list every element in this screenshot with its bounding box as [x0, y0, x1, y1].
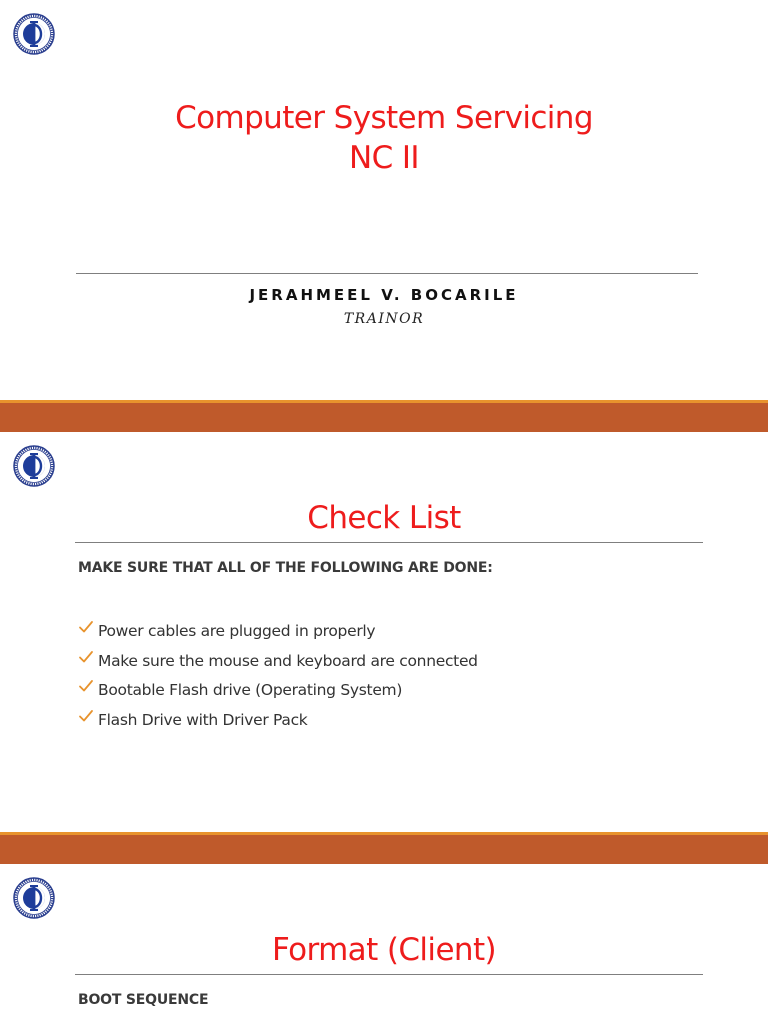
slide-separator	[0, 400, 768, 432]
presenter-name: JERAHMEEL V. BOCARILE	[249, 286, 519, 304]
checkmark-icon	[78, 649, 94, 665]
heading-divider	[75, 542, 703, 543]
slide-heading: Format (Client)	[271, 932, 497, 968]
slide-title	[0, 0, 768, 400]
slide-subheading: BOOT SEQUENCE	[78, 992, 209, 1008]
checklist	[78, 616, 478, 735]
checkmark-icon	[78, 708, 94, 724]
checklist-item-text: Power cables are plugged in properly	[98, 621, 376, 640]
checklist-item	[78, 705, 478, 735]
title-line-2: NC II	[349, 140, 419, 176]
presentation-title	[0, 98, 768, 178]
seal-icon	[13, 13, 55, 55]
checklist-item-text: Flash Drive with Driver Pack	[98, 710, 308, 729]
seal-icon	[13, 877, 55, 919]
slide-format-client	[0, 864, 768, 1024]
slide-subheading: MAKE SURE THAT ALL OF THE FOLLOWING ARE DONE:	[78, 560, 493, 576]
slide-checklist	[0, 432, 768, 832]
checkmark-icon	[78, 678, 94, 694]
checklist-item-text: Make sure the mouse and keyboard are connected	[98, 651, 478, 670]
institution-logo-icon	[13, 445, 55, 487]
institution-logo-icon	[13, 877, 55, 919]
heading-divider	[75, 974, 703, 975]
slide-heading: Check List	[307, 500, 461, 536]
slide-separator	[0, 832, 768, 864]
checklist-item	[78, 646, 478, 676]
institution-logo-icon	[13, 13, 55, 55]
seal-icon	[13, 445, 55, 487]
checklist-item	[78, 675, 478, 705]
presenter-role: TRAINOR	[343, 311, 425, 327]
checklist-item-text: Bootable Flash drive (Operating System)	[98, 681, 403, 700]
checklist-item	[78, 616, 478, 646]
title-line-1: Computer System Servicing	[175, 100, 593, 136]
checkmark-icon	[78, 619, 94, 635]
title-divider	[76, 273, 698, 274]
